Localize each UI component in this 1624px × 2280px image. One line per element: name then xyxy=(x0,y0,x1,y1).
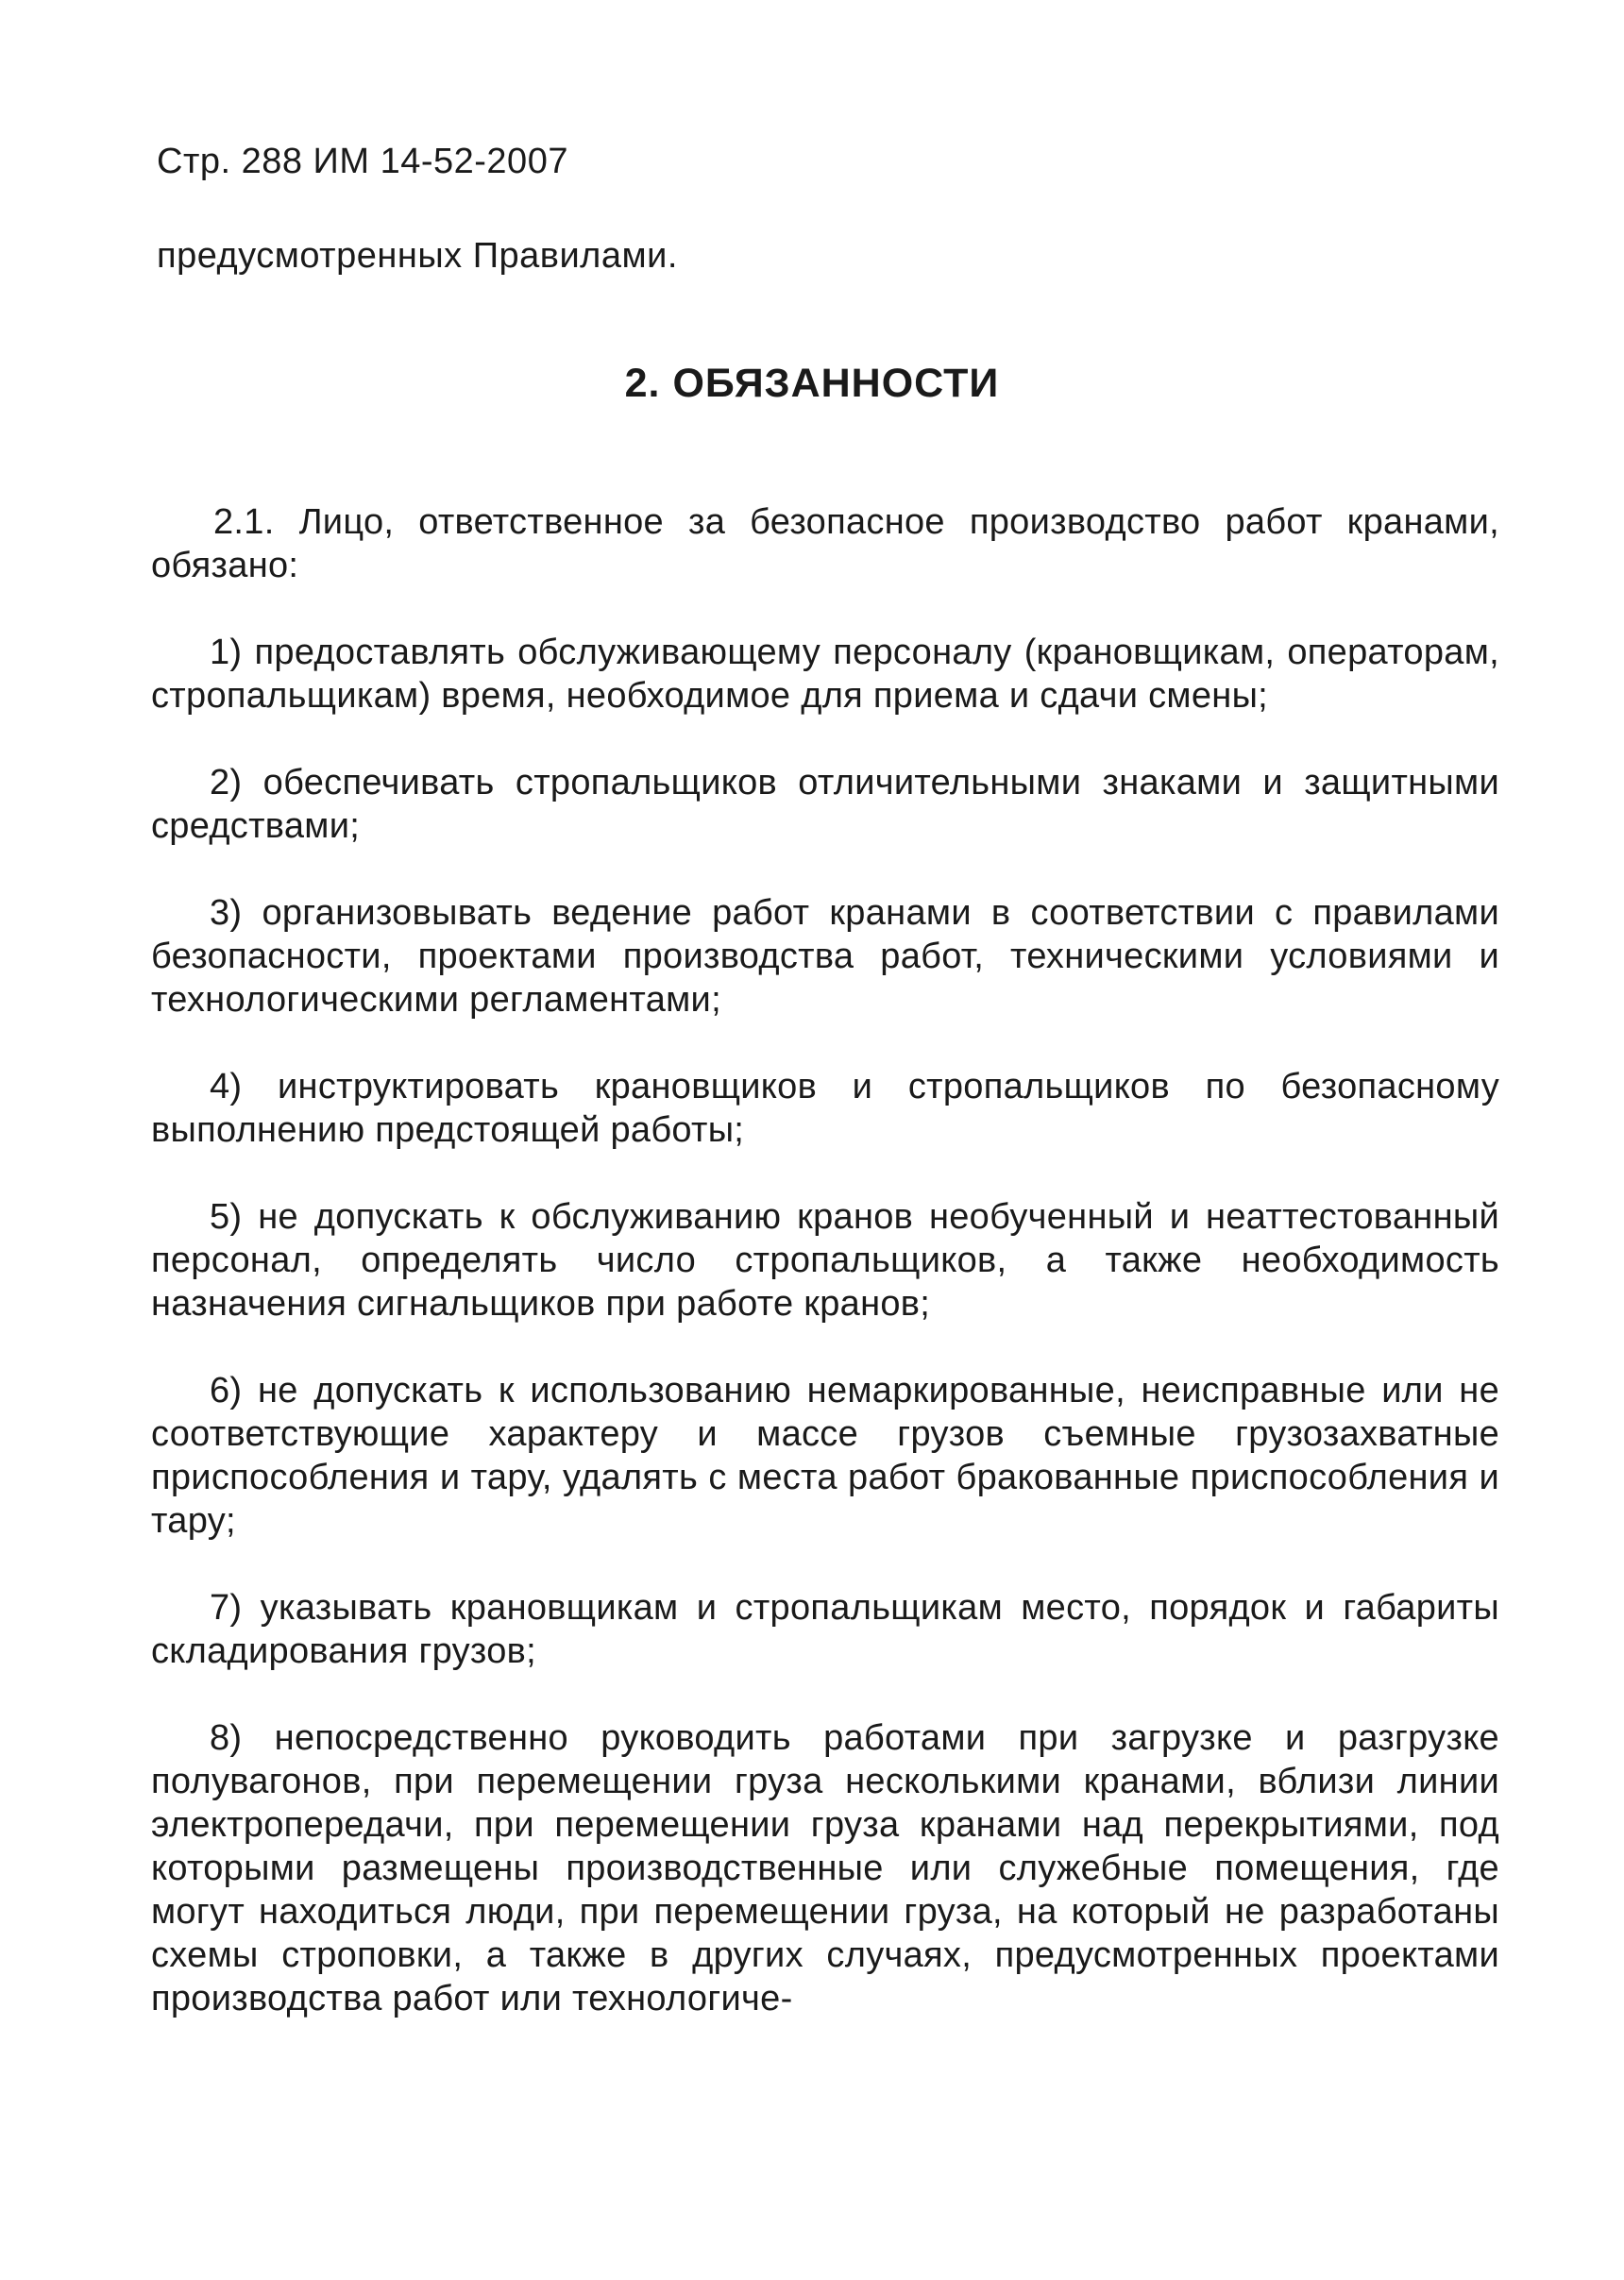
paragraph-2-1: 2.1. Лицо, ответственное за безопасное производство работ кранами, обязано: xyxy=(151,502,1499,585)
list-item-8: 8) непосредственно руководить работами при загрузке и разгрузке полувагонов, при перемещении груза несколькими кранами, вблизи линии электропередачи, при перемещении груза кранами над перекрытиями, под которыми размещены производственные или служебные помещения, где могут находиться люди, при перемещении груза, на который не разработаны схемы строповки, а также в других случаях, предусмотренных проектами производства работ или технологиче- xyxy=(151,1718,1499,2018)
list-item-4: 4) инструктировать крановщиков и стропальщиков по безопасному выполнению предстоящей работы; xyxy=(151,1067,1499,1150)
list-item-5: 5) не допускать к обслуживанию кранов необученный и неаттестованный персонал, определять число стропальщиков, а также необходимость назначения сигнальщиков при работе кранов; xyxy=(151,1197,1499,1324)
list-item-7: 7) указывать крановщикам и стропальщикам место, порядок и габариты складирования грузов; xyxy=(151,1588,1499,1671)
list-item-3: 3) организовывать ведение работ кранами в соответствии с правилами безопасности, проектами производства работ, техническими условиями и технологическими регламентами; xyxy=(151,893,1499,1020)
list-item-2: 2) обеспечивать стропальщиков отличительными знаками и защитными средствами; xyxy=(151,763,1499,846)
list-item-6: 6) не допускать к использованию немаркированные, неисправные или не соответствующие характеру и массе грузов съемные грузозахватные приспособления и тару, удалять с места работ бракованные приспособления и тару; xyxy=(151,1371,1499,1541)
body-text xyxy=(151,500,1499,2064)
page-header: Стр. 288 ИМ 14-52-2007 xyxy=(157,142,568,181)
list-item-1: 1) предоставлять обслуживающему персоналу (крановщикам, операторам, стропальщикам) время, необходимое для приема и сдачи смены; xyxy=(151,633,1499,716)
continuation-line: предусмотренных Правилами. xyxy=(157,236,678,276)
section-title: 2. ОБЯЗАННОСТИ xyxy=(624,361,1000,406)
